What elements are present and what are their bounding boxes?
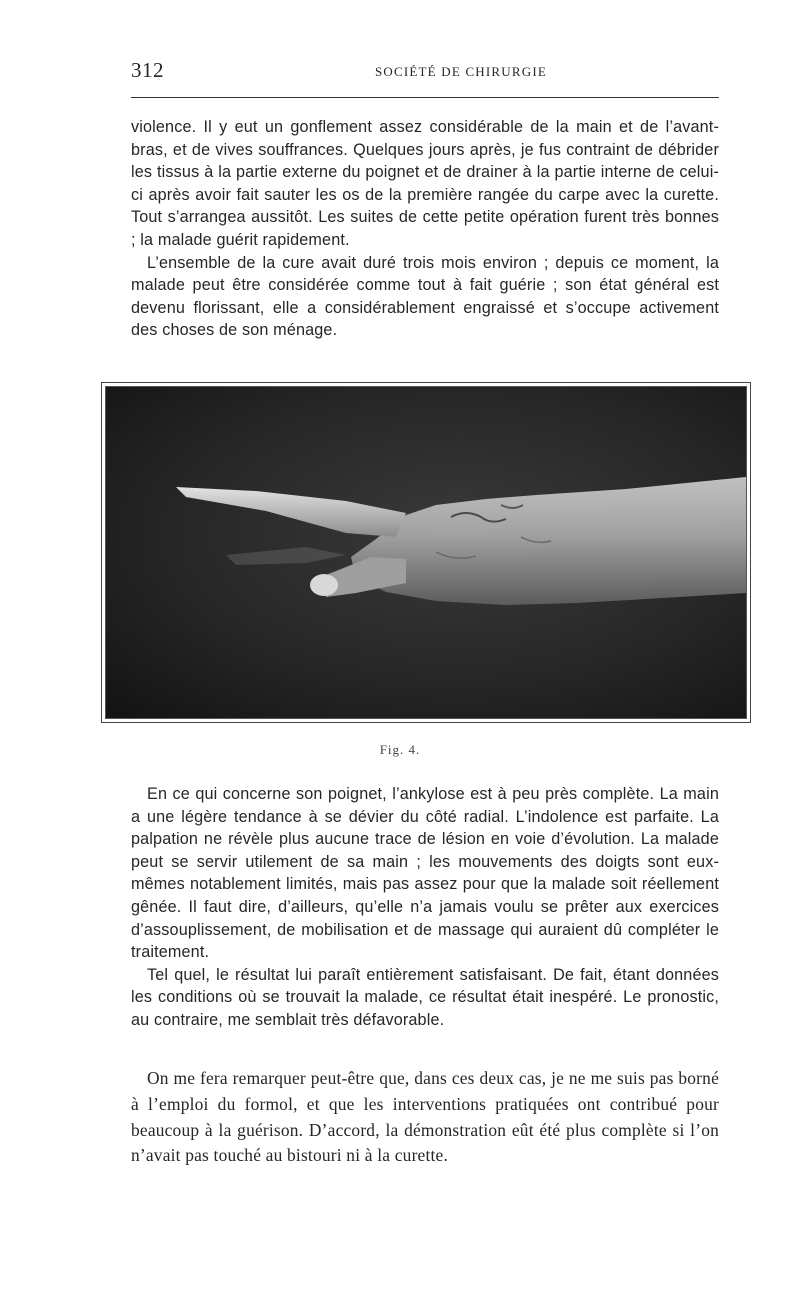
figure-caption: Fig. 4. — [379, 742, 421, 757]
figure-photograph — [101, 382, 751, 723]
paragraph-result: Tel quel, le résultat lui paraît entièrement satisfaisant. De fait, étant données les conditions où se trouvait la malade, ce résultat était inespéré. Le pronostic, au contraire, me semblait très défavorable. — [131, 965, 719, 1029]
header-rule — [131, 97, 719, 98]
text-block-final — [131, 1066, 719, 1169]
running-header — [131, 58, 719, 88]
journal-title: SOCIÉTÉ DE CHIRURGIE — [374, 64, 548, 79]
paragraph-ankylosis: En ce qui concerne son poignet, l’ankylose est à peu près complète. La main a une légère tendance à se dévier du côté radial. L’indolence est parfaite. La palpation ne révèle plus aucune trace de lésion en voie d’évolution. La malade peut se servir utilement de sa main ; les mouvements des doigts sont eux-mêmes notablement limités, mais pas assez pour que la malade soit réellement gênée. Il faut dire, d’ailleurs, qu’elle n’a jamais voulu se prêter aux exercices d’assouplissement, de mobilisation et de massage qui auraient dû compléter le traitement. — [131, 785, 719, 962]
text-block-top — [131, 116, 719, 342]
page-number: 312 — [131, 58, 164, 82]
hand-photo — [105, 386, 747, 719]
text-block-middle — [131, 783, 719, 1032]
paragraph-cure-summary: L’ensemble de la cure avait duré trois mois environ ; depuis ce moment, la malade peut être considérée comme tout à fait guérie ; son état général est devenu florissant, elle a considérablement engraissé et s’occupe activement des choses de son ménage. — [131, 253, 719, 340]
paragraph-continuation: violence. Il y eut un gonflement assez considérable de la main et de l’avant-bras, et de vives souffrances. Quelques jours après, je fus contraint de débrider les tissus à la partie externe du poignet et de drainer à la partie interne de celui-ci après avoir fait sauter les os de la première rangée du carpe avec la curette. Tout s’arrangea aussitôt. Les suites de cette petite opération furent très bonnes ; la malade guérit rapidement. — [131, 118, 719, 249]
paragraph-conclusion: On me fera remarquer peut-être que, dans ces deux cas, je ne me suis pas borné à l’emploi du formol, et que les interventions pratiquées ont contribué pour beaucoup à la guérison. D’accord, la démonstration eût été plus complète si l’on n’avait pas touché au bistouri ni à la curette. — [131, 1068, 719, 1166]
